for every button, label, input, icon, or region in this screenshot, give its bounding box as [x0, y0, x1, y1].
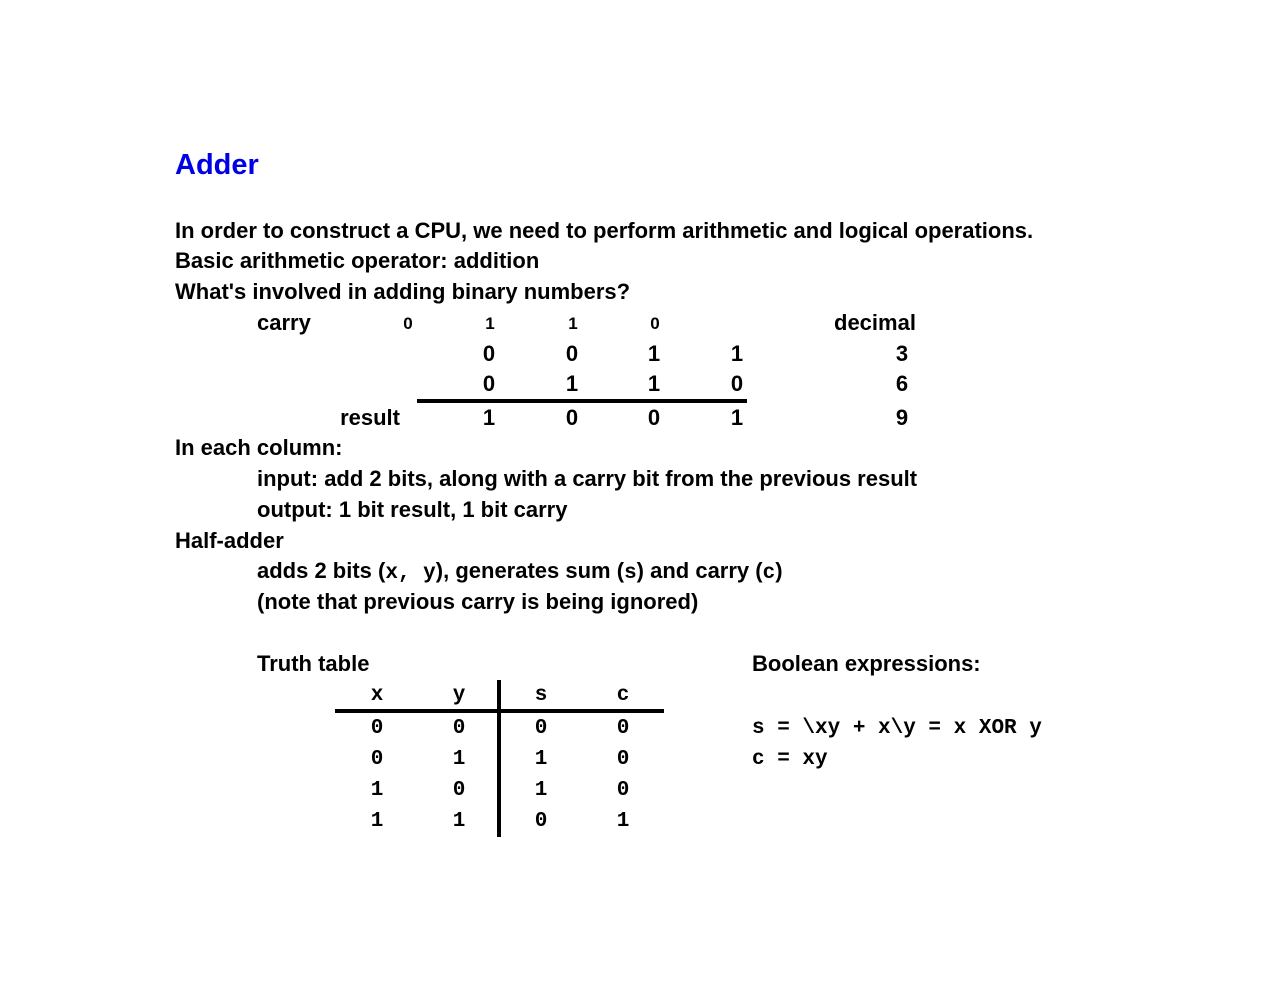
table-cell: 0: [616, 779, 630, 802]
table-header-x: x: [370, 684, 384, 707]
table-header-c: c: [616, 684, 630, 707]
operand2-decimal: 6: [895, 371, 909, 396]
intro-line-2: Basic arithmetic operator: addition: [175, 248, 540, 273]
table-header-s: s: [534, 684, 548, 707]
table-cell: 0: [534, 810, 548, 833]
table-column-divider: [497, 680, 501, 837]
desc-vars: x, y: [385, 562, 436, 585]
operand1-bit: 0: [565, 341, 579, 366]
operand1-bit: 1: [647, 341, 661, 366]
column-input: input: add 2 bits, along with a carry bit from the previous result: [257, 466, 918, 491]
desc-carry-var: c: [762, 562, 776, 585]
table-cell: 1: [452, 810, 466, 833]
table-cell: 1: [370, 779, 384, 802]
operand2-bit: 0: [730, 371, 744, 396]
sum-expression: s = \xy + x\y = x XOR y: [752, 717, 1042, 740]
table-cell: 0: [616, 717, 630, 740]
half-adder-heading: Half-adder: [175, 528, 284, 553]
table-header-y: y: [452, 684, 466, 707]
carry-bit: 0: [403, 314, 413, 333]
half-adder-description: [257, 558, 783, 587]
table-cell: 0: [452, 779, 466, 802]
operand2-bit: 1: [647, 371, 661, 396]
page-title: Adder: [175, 149, 259, 181]
operand2-bit: 0: [482, 371, 496, 396]
table-cell: 1: [370, 810, 384, 833]
result-bit: 1: [730, 405, 744, 430]
result-decimal: 9: [895, 405, 909, 430]
table-cell: 0: [370, 717, 384, 740]
column-output: output: 1 bit result, 1 bit carry: [257, 497, 568, 522]
sum-divider-line: [417, 399, 747, 403]
carry-bit: 1: [485, 314, 495, 333]
half-adder-note: (note that previous carry is being ignored): [257, 589, 699, 614]
operand1-decimal: 3: [895, 341, 909, 366]
carry-bit: 1: [568, 314, 578, 333]
table-cell: 0: [452, 717, 466, 740]
result-bit: 1: [482, 405, 496, 430]
intro-line-1: In order to construct a CPU, we need to perform arithmetic and logical operations.: [175, 218, 1034, 243]
table-cell: 1: [452, 748, 466, 771]
table-cell: 0: [534, 717, 548, 740]
result-bit: 0: [647, 405, 661, 430]
table-cell: 1: [534, 748, 548, 771]
intro-line-3: What's involved in adding binary numbers?: [175, 279, 631, 304]
truth-table-label: Truth table: [257, 651, 370, 676]
result-label: result: [340, 405, 400, 430]
table-cell: 0: [370, 748, 384, 771]
table-cell: 1: [616, 810, 630, 833]
table-cell: 1: [534, 779, 548, 802]
boolean-expressions-label: Boolean expressions:: [752, 651, 981, 676]
desc-text: ): [775, 558, 783, 583]
desc-text: ) and carry (: [636, 558, 763, 583]
desc-text: ), generates sum (: [435, 558, 625, 583]
table-cell: 0: [616, 748, 630, 771]
column-heading: In each column:: [175, 435, 343, 460]
carry-bit: 0: [650, 314, 660, 333]
operand2-bit: 1: [565, 371, 579, 396]
decimal-label: decimal: [834, 310, 916, 335]
desc-text: adds 2 bits (: [257, 558, 386, 583]
desc-sum-var: s: [624, 562, 637, 585]
result-bit: 0: [565, 405, 579, 430]
carry-expression: c = xy: [752, 748, 828, 771]
operand1-bit: 1: [730, 341, 744, 366]
carry-label: carry: [257, 310, 311, 335]
operand1-bit: 0: [482, 341, 496, 366]
